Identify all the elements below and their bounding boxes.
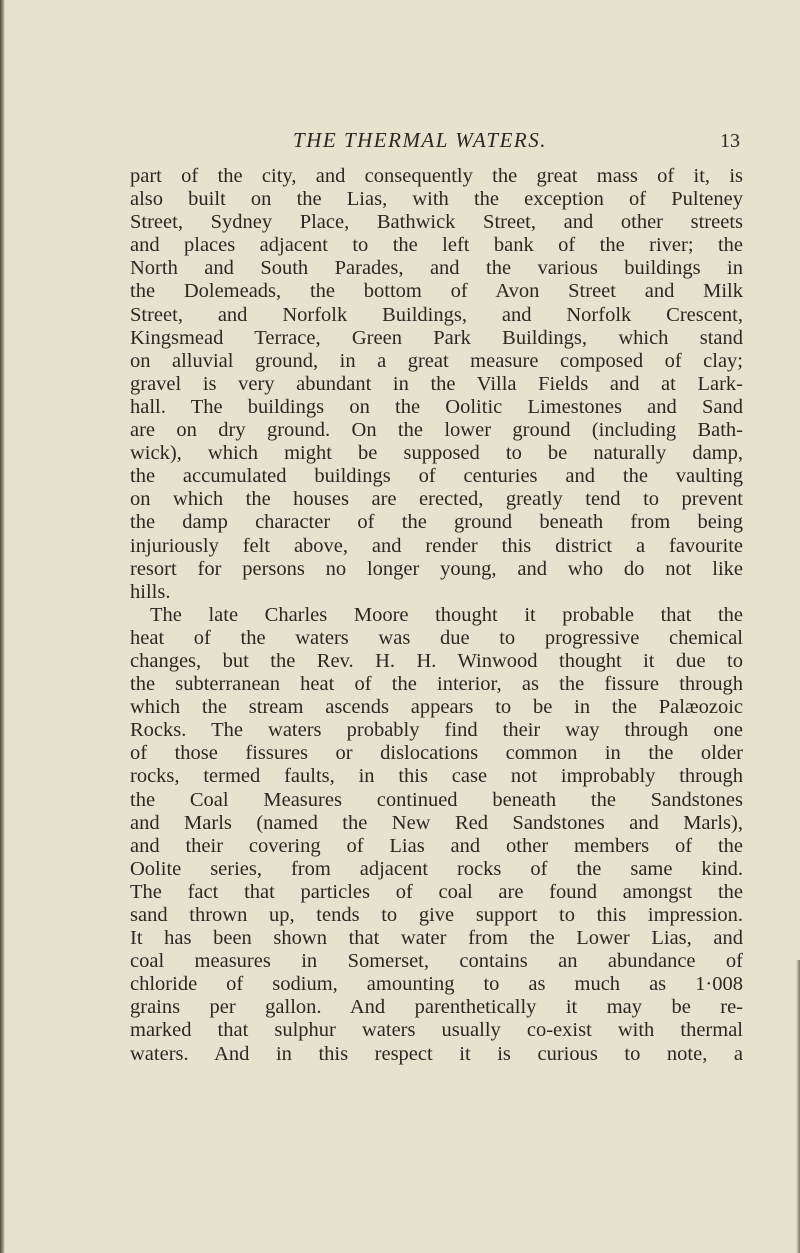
text-line: waters. And in this respect it is curious to note, a xyxy=(130,1042,743,1065)
text-line: also built on the Lias, with the exception of Pulteney xyxy=(130,188,743,211)
text-line: Kingsmead Terrace, Green Park Buildings, which stand xyxy=(130,326,743,349)
text-line: of those fissures or dislocations common in the older xyxy=(130,742,743,765)
text-line: The late Charles Moore thought it probable that the xyxy=(150,603,743,626)
text-line: and places adjacent to the left bank of the river; the xyxy=(130,234,743,257)
page-header xyxy=(100,128,740,158)
text-line: North and South Parades, and the various buildings in xyxy=(130,257,743,280)
page-left-edge-shadow xyxy=(0,0,5,1253)
text-line: the damp character of the ground beneath from being xyxy=(130,511,743,534)
text-line: part of the city, and consequently the great mass of it, is xyxy=(130,165,743,187)
page-right-edge-shadow xyxy=(796,960,800,1253)
body-text xyxy=(130,165,743,1066)
text-line: are on dry ground. On the lower ground (including Bath- xyxy=(130,419,743,442)
text-line: The fact that particles of coal are found amongst the xyxy=(130,880,743,903)
text-line: sand thrown up, tends to give support to this impression. xyxy=(130,904,743,926)
text-line: changes, but the Rev. H. H. Winwood thought it due to xyxy=(130,649,743,672)
text-line: Street, and Norfolk Buildings, and Norfolk Crescent, xyxy=(130,303,743,326)
text-line: and Marls (named the New Red Sandstones and Marls), xyxy=(130,811,743,834)
text-line: Street, Sydney Place, Bathwick Street, and other streets xyxy=(130,211,743,234)
text-line: injuriously felt above, and render this district a favourite xyxy=(130,534,743,557)
page-number: 13 xyxy=(720,130,740,152)
text-line: hall. The buildings on the Oolitic Limestones and Sand xyxy=(130,395,743,418)
text-line: on alluvial ground, in a great measure composed of clay; xyxy=(130,349,743,372)
text-line: on which the houses are erected, greatly tend to prevent xyxy=(130,488,743,511)
text-line: resort for persons no longer young, and who do not like xyxy=(130,557,743,580)
text-line: Rocks. The waters probably find their way through one xyxy=(130,719,743,742)
text-line: the subterranean heat of the interior, as the fissure through xyxy=(130,673,743,696)
text-line: the Coal Measures continued beneath the Sandstones xyxy=(130,788,743,811)
running-head: THE THERMAL WATERS. xyxy=(293,128,547,152)
text-line: coal measures in Somerset, contains an abundance of xyxy=(130,950,743,973)
text-line: heat of the waters was due to progressive chemical xyxy=(130,626,743,649)
text-line: which the stream ascends appears to be in the Palæozoic xyxy=(130,696,743,719)
text-line: marked that sulphur waters usually co-exist with thermal xyxy=(130,1019,743,1042)
text-line: grains per gallon. And parenthetically it may be re- xyxy=(130,996,743,1019)
text-line: the Dolemeads, the bottom of Avon Street and Milk xyxy=(130,280,743,303)
text-line: hills. xyxy=(130,580,171,603)
text-line: rocks, termed faults, in this case not improbably through xyxy=(130,765,743,788)
text-line: Oolite series, from adjacent rocks of the same kind. xyxy=(130,857,743,880)
text-line: chloride of sodium, amounting to as much as 1·008 xyxy=(130,973,743,996)
text-line: wick), which might be supposed to be naturally damp, xyxy=(130,442,743,465)
text-line: It has been shown that water from the Lower Lias, and xyxy=(130,927,743,950)
text-line: and their covering of Lias and other members of the xyxy=(130,834,743,857)
text-line: gravel is very abundant in the Villa Fields and at Lark- xyxy=(130,372,743,395)
text-line: the accumulated buildings of centuries and the vaulting xyxy=(130,465,743,488)
